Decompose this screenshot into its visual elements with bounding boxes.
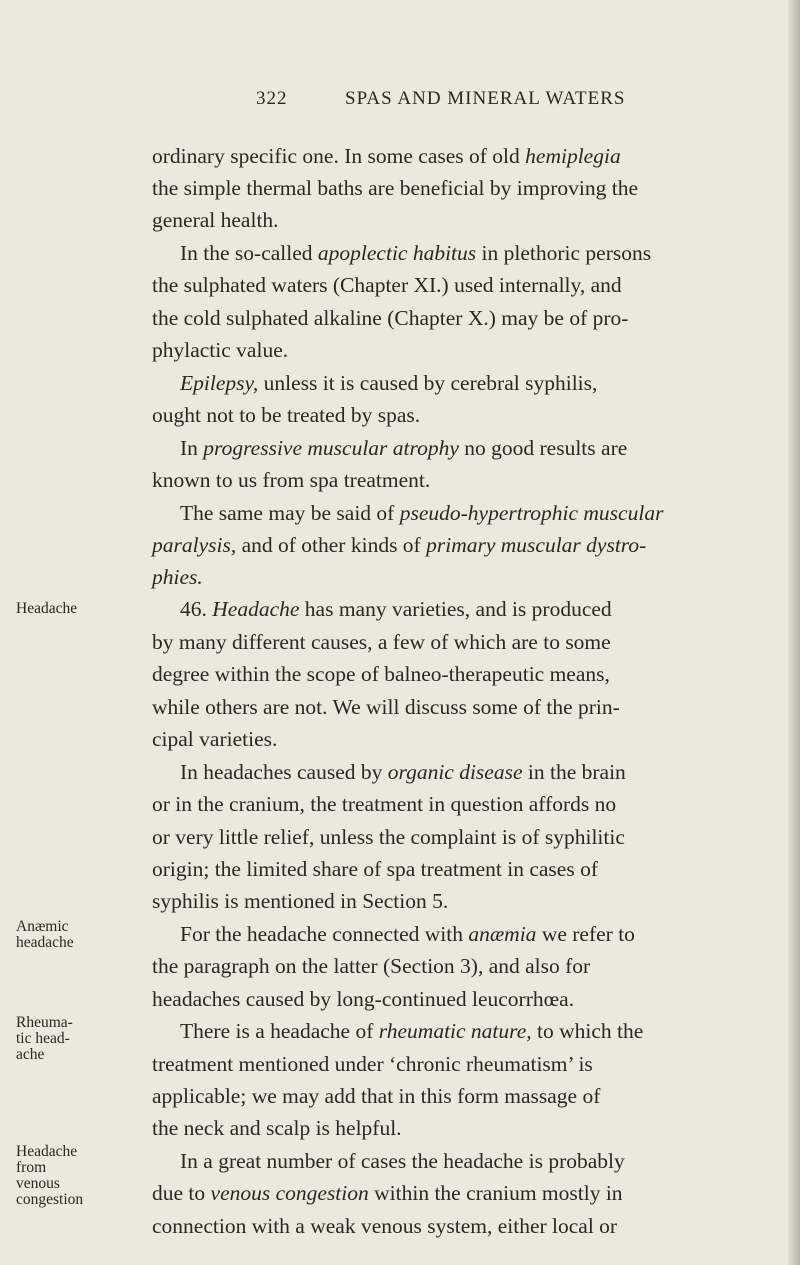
text-line: the cold sulphated alkaline (Chapter X.) may be of pro- — [152, 306, 629, 330]
text-line: In a great number of cases the headache is probably — [180, 1149, 625, 1173]
text-line: In the so-called apoplectic habitus in plethoric persons — [180, 241, 652, 265]
text-line: In progressive muscular atrophy no good results are — [180, 436, 628, 460]
text-line: the sulphated waters (Chapter XI.) used internally, and — [152, 273, 622, 297]
text-line: the paragraph on the latter (Section 3), and also for — [152, 954, 591, 978]
text-line: or in the cranium, the treatment in question affords no — [152, 792, 617, 816]
text-line: the neck and scalp is helpful. — [152, 1116, 402, 1140]
text-line: connection with a weak venous system, either local or — [152, 1214, 618, 1238]
running-title: SPAS AND MINERAL WATERS — [345, 88, 626, 109]
margin-note-anaemic-headache: Anæmic headache — [16, 918, 74, 951]
text-line: Epilepsy, unless it is caused by cerebral syphilis, — [180, 371, 598, 395]
text-line: ought not to be treated by spas. — [152, 403, 421, 427]
text-line: There is a headache of rheumatic nature, to which the — [180, 1019, 644, 1043]
text-line: syphilis is mentioned in Section 5. — [152, 889, 449, 913]
page-edge — [788, 0, 800, 1265]
margin-note-venous-headache: Headache from venous congestion — [16, 1143, 84, 1208]
text-line: or very little relief, unless the complaint is of syphilitic — [152, 825, 625, 849]
text-line: phies. — [152, 565, 203, 589]
text-line: the simple thermal baths are beneficial by improving the — [152, 176, 638, 200]
text-line: by many different causes, a few of which are to some — [152, 630, 611, 654]
margin-note-headache: Headache — [16, 600, 78, 617]
text-line: degree within the scope of balneo-therapeutic means, — [152, 662, 610, 686]
running-header — [0, 88, 800, 118]
text-line: while others are not. We will discuss some of the prin- — [152, 695, 620, 719]
text-line: treatment mentioned under ‘chronic rheumatism’ is — [152, 1052, 593, 1076]
text-line: The same may be said of pseudo-hypertrophic muscular — [180, 501, 664, 525]
text-line: phylactic value. — [152, 338, 289, 362]
text-line: For the headache connected with anæmia we refer to — [180, 922, 635, 946]
text-line: due to venous congestion within the cranium mostly in — [152, 1181, 623, 1205]
text-line: origin; the limited share of spa treatment in cases of — [152, 857, 598, 881]
text-line: paralysis, and of other kinds of primary muscular dystro- — [152, 533, 647, 557]
text-line: applicable; we may add that in this form massage of — [152, 1084, 601, 1108]
text-line: known to us from spa treatment. — [152, 468, 431, 492]
text-line: cipal varieties. — [152, 727, 278, 751]
text-line: ordinary specific one. In some cases of old hemiplegia — [152, 144, 621, 168]
page-number: 322 — [256, 88, 288, 109]
text-line: general health. — [152, 208, 279, 232]
text-line: headaches caused by long-continued leucorrhœa. — [152, 987, 575, 1011]
text-line: In headaches caused by organic disease in the brain — [180, 760, 626, 784]
text-line: 46. Headache has many varieties, and is produced — [180, 597, 612, 621]
margin-note-rheumatic-headache: Rheuma- tic head- ache — [16, 1014, 73, 1063]
